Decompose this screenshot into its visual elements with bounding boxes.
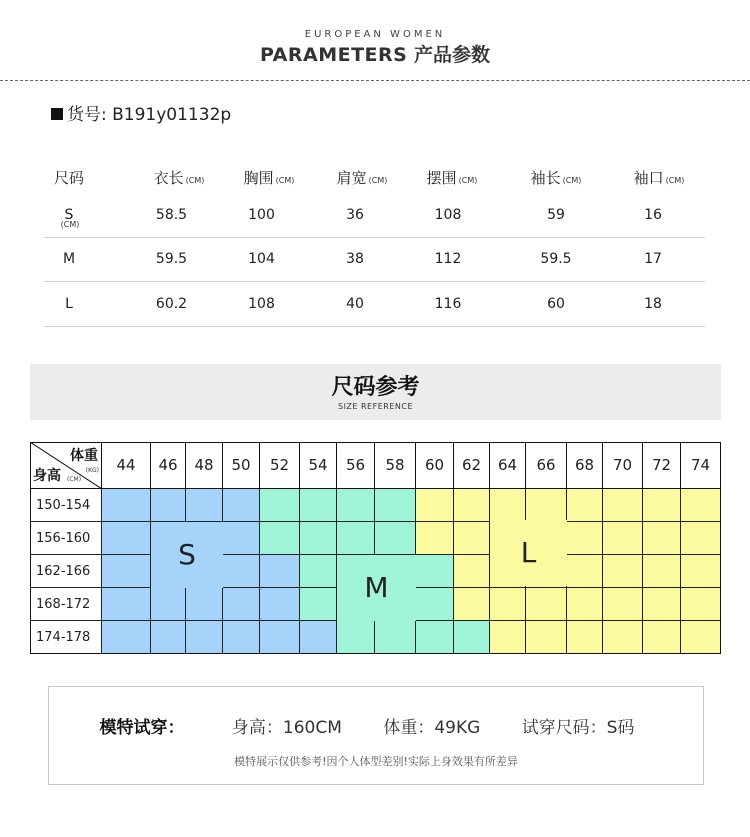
param-cell: L [65, 296, 73, 312]
param-cell: 17 [644, 251, 662, 267]
weight-header-cell: 74 [681, 442, 721, 489]
param-cell: 16 [644, 207, 662, 223]
weight-header-cell: 44 [102, 442, 151, 489]
size-cell [375, 489, 416, 522]
size-cell [643, 621, 681, 654]
size-cell [337, 621, 375, 654]
size-cell [567, 522, 603, 555]
weight-header-cell: 70 [603, 442, 643, 489]
param-cell: 59.5 [540, 251, 572, 267]
size-cell [526, 588, 567, 621]
param-header-cuff: 袖口 (CM) [633, 169, 685, 187]
model-note: 模特展示仅供参考!因个人体型差别!实际上身效果有所差异 [234, 755, 518, 768]
param-cell: 58.5 [155, 207, 188, 223]
size-cell [260, 555, 300, 588]
size-cell [681, 555, 721, 588]
param-cell: 108 [248, 296, 275, 312]
height-row-label: 174-178 [30, 621, 102, 654]
size-cell [300, 621, 337, 654]
size-cell [186, 489, 223, 522]
size-cell [603, 489, 643, 522]
size-cell [416, 489, 454, 522]
param-cell: 104 [248, 251, 275, 267]
model-info-line [49, 713, 703, 738]
size-cell [151, 489, 186, 522]
size-cell [375, 522, 416, 555]
param-cell: 100 [248, 207, 275, 223]
size-cell [567, 555, 603, 588]
param-cell: 116 [434, 296, 462, 312]
size-cell [102, 555, 151, 588]
weight-header-cell: 64 [490, 442, 526, 489]
size-cell [151, 588, 186, 621]
size-cell [300, 489, 337, 522]
size-cell [223, 555, 260, 588]
corner-weight-unit: (KG) [85, 467, 99, 474]
size-cell [337, 522, 375, 555]
size-cell [300, 588, 337, 621]
param-cell: 60.2 [155, 296, 188, 312]
size-cell [643, 588, 681, 621]
param-cell: 112 [434, 251, 462, 267]
size-cell [416, 621, 454, 654]
weight-header-cell: 68 [567, 442, 603, 489]
param-row-l [44, 282, 705, 327]
model-height: 身高：160CM [231, 718, 342, 738]
size-cell [260, 621, 300, 654]
corner-height-label: 身高 [33, 468, 61, 484]
param-header-sleeve: 袖长 (CM) [530, 169, 582, 187]
weight-header-cell: 56 [337, 442, 375, 489]
param-cell: M [62, 251, 76, 267]
size-cell [102, 588, 151, 621]
size-cell [102, 489, 151, 522]
size-chart-grid [30, 442, 721, 664]
param-cell: 60 [547, 296, 565, 312]
header-title-en: PARAMETERS [259, 44, 408, 66]
square-bullet-icon [51, 108, 63, 120]
product-code: 货号: B191y01132p [67, 105, 232, 125]
weight-header-cell: 58 [375, 442, 416, 489]
size-cell [603, 621, 643, 654]
size-cell [681, 621, 721, 654]
size-cell [375, 621, 416, 654]
weight-header-cell: 66 [526, 442, 567, 489]
size-cell [643, 555, 681, 588]
param-header-bust: 胸围 (CM) [243, 169, 295, 187]
param-header-shoulder: 肩宽 (CM) [336, 169, 388, 187]
size-cell [416, 522, 454, 555]
size-cell [681, 588, 721, 621]
param-header-length: 衣长 (CM) [153, 169, 205, 187]
weight-header-cell: 60 [416, 442, 454, 489]
weight-header-cell: 50 [223, 442, 260, 489]
size-cell [416, 588, 454, 621]
size-cell [151, 621, 186, 654]
param-header-hem: 摆围 (CM) [426, 169, 478, 187]
height-row-label: 162-166 [30, 555, 102, 588]
header-title-cn: 产品参数 [413, 44, 490, 66]
header-subtitle: EUROPEAN WOMEN [304, 29, 446, 40]
corner-height-unit: (CM) [67, 476, 82, 483]
size-cell [526, 621, 567, 654]
size-reference-title: 尺码参考 [331, 375, 420, 400]
height-row-label: 168-172 [30, 588, 102, 621]
param-cell: 38 [346, 251, 364, 267]
size-cell [490, 588, 526, 621]
size-cell [603, 555, 643, 588]
corner-weight-label: 体重 [70, 448, 98, 464]
size-cell [223, 522, 260, 555]
header-title [0, 40, 750, 67]
weight-header-cell: 48 [186, 442, 223, 489]
model-weight: 体重：49KG [383, 718, 481, 738]
size-label-l: L [490, 520, 567, 586]
size-cell [603, 522, 643, 555]
model-size: 试穿尺码：S码 [521, 718, 635, 738]
size-cell [260, 489, 300, 522]
param-cell: S [64, 207, 74, 223]
param-row-s [44, 193, 705, 238]
size-cell [223, 588, 260, 621]
size-cell [260, 522, 300, 555]
size-cell [681, 522, 721, 555]
size-cell [416, 555, 454, 588]
weight-header-cell: 54 [300, 442, 337, 489]
size-cell [260, 588, 300, 621]
weight-header-cell: 72 [643, 442, 681, 489]
size-cell [681, 489, 721, 522]
size-cell [454, 489, 490, 522]
param-cell: 18 [644, 296, 662, 312]
size-cell [567, 621, 603, 654]
size-cell [526, 489, 567, 522]
size-cell [223, 621, 260, 654]
size-cell [186, 588, 223, 621]
size-cell [490, 489, 526, 522]
size-cell [300, 555, 337, 588]
param-cell: 59.5 [155, 251, 188, 267]
size-cell [567, 588, 603, 621]
size-cell [102, 522, 151, 555]
size-cell [643, 522, 681, 555]
size-cell [643, 489, 681, 522]
size-cell [603, 588, 643, 621]
size-label-s: S [151, 522, 223, 588]
size-reference-subtitle: SIZE REFERENCE [337, 402, 414, 411]
param-cell: 108 [434, 207, 462, 223]
size-cell [567, 489, 603, 522]
size-cell [454, 555, 490, 588]
size-cell [300, 522, 337, 555]
size-cell [337, 489, 375, 522]
header-divider [0, 80, 750, 81]
param-cell: 36 [346, 207, 364, 223]
grid-corner [30, 442, 102, 489]
size-cell [454, 588, 490, 621]
size-label-m: M [337, 555, 416, 621]
weight-header-cell: 62 [454, 442, 490, 489]
size-cell [223, 489, 260, 522]
model-info-box [48, 686, 704, 785]
param-cell: 59 [547, 207, 565, 223]
param-cell: 40 [346, 296, 364, 312]
height-row-label: 156-160 [30, 522, 102, 555]
size-cell [490, 621, 526, 654]
param-row-m [44, 237, 705, 282]
param-header-size: 尺码(CM) [53, 169, 84, 229]
height-row-label: 150-154 [30, 489, 102, 522]
size-cell [454, 522, 490, 555]
product-code-row [51, 100, 231, 125]
weight-header-cell: 52 [260, 442, 300, 489]
weight-header-cell: 46 [151, 442, 186, 489]
size-cell [454, 621, 490, 654]
size-cell [102, 621, 151, 654]
size-cell [186, 621, 223, 654]
model-label: 模特试穿： [99, 718, 185, 738]
size-reference-banner [30, 364, 721, 420]
